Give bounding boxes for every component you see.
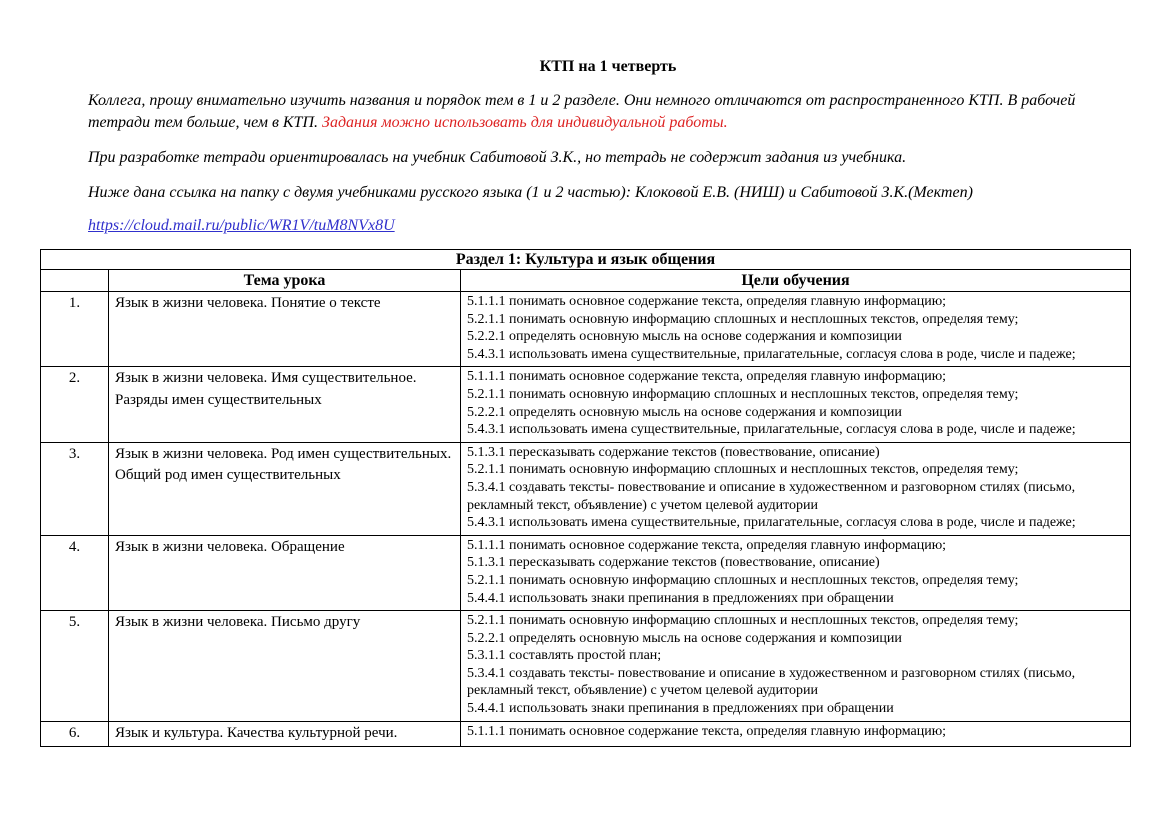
section-header-row [41,250,1131,270]
lesson-topic: Язык в жизни человека. Имя существительное. Разряды имен существительных [109,367,461,442]
lesson-number: 4. [41,535,109,610]
objective-line: 5.2.1.1 понимать основную информацию сплошных и несплошных текстов, определяя тему; [467,462,1019,478]
objective-line: 5.2.2.1 определять основную мысль на основе содержания и композиции [467,404,902,420]
objective-line: 5.2.1.1 понимать основную информацию сплошных и несплошных текстов, определяя тему; [467,386,1019,402]
empty-header-cell [41,270,109,292]
objective-line: 5.4.3.1 использовать имена существительные, прилагательные, согласуя слова в роде, числе и падеже; [467,346,1076,362]
lesson-objectives [461,721,1131,747]
lesson-topic: Язык в жизни человека. Письмо другу [109,611,461,722]
lesson-objectives [461,611,1131,722]
lesson-topic: Язык и культура. Качества культурной речи. [109,721,461,747]
lesson-topic: Язык в жизни человека. Род имен существительных. Общий род имен существительных [109,442,461,535]
table-head-rows [41,250,1131,292]
objective-line: 5.1.1.1 понимать основное содержание текста, определяя главную информацию; [467,294,947,309]
table-row [41,721,1131,747]
lesson-topic: Язык в жизни человека. Понятие о тексте [109,292,461,367]
ktp-table [40,249,1131,747]
section-header-cell: Раздел 1: Культура и язык общения [41,250,1131,270]
lesson-number: 5. [41,611,109,722]
column-header-row [41,270,1131,292]
lesson-objectives [461,292,1131,367]
objective-line: 5.4.4.1 использовать знаки препинания в предложениях при обращении [467,701,894,717]
objective-line: 5.3.1.1 составлять простой план; [467,648,662,664]
intro-paragraph-1-red-note: Задания можно использовать для индивидуальной работы. [322,114,728,131]
lesson-rows [41,292,1131,747]
lesson-number: 3. [41,442,109,535]
page-title: КТП на 1 четверть [539,58,677,75]
objective-line: 5.4.3.1 использовать имена существительные, прилагательные, согласуя слова в роде, числе и падеже; [467,422,1076,438]
objective-line: 5.2.1.1 понимать основную информацию сплошных и несплошных текстов, определяя тему; [467,613,1019,629]
cloud-folder-link[interactable]: https://cloud.mail.ru/public/WR1V/tuM8NVx8U [88,217,395,234]
lesson-objectives [461,535,1131,610]
objectives-column-header: Цели обучения [461,270,1131,292]
intro-paragraph-3: Ниже дана ссылка на папку с двумя учебниками русского языка (1 и 2 частью): Клоковой Е.В. (НИШ) и Сабитовой З.К.(Мектеп) [88,184,973,201]
objective-line: 5.3.4.1 создавать тексты- повествование и описание в художественном и разговорном стилях (письмо, рекламный текст, объявление) с учетом целевой аудитории [467,665,1076,699]
objective-line: 5.3.4.1 создавать тексты- повествование и описание в художественном и разговорном стилях (письмо, рекламный текст, объявление) с учетом целевой аудитории [467,479,1076,513]
objective-line: 5.1.1.1 понимать основное содержание текста, определяя главную информацию; [467,537,947,553]
objective-line: 5.2.2.1 определять основную мысль на основе содержания и композиции [467,630,902,646]
objective-line: 5.2.1.1 понимать основную информацию сплошных и несплошных текстов, определяя тему; [467,311,1019,327]
objective-line: 5.1.1.1 понимать основное содержание текста, определяя главную информацию; [467,369,947,385]
lesson-objectives [461,367,1131,442]
table-row [41,535,1131,610]
objective-line: 5.1.3.1 пересказывать содержание текстов (повествование, описание) [467,444,880,460]
text-block [88,56,1128,237]
table-row [41,442,1131,535]
lesson-objectives [461,442,1131,535]
link-paragraph [88,215,1128,237]
lesson-topic: Язык в жизни человека. Обращение [109,535,461,610]
objective-line: 5.2.1.1 понимать основную информацию сплошных и несплошных текстов, определяя тему; [467,572,1019,588]
intro-paragraph-1 [88,90,1128,134]
objective-line: 5.1.3.1 пересказывать содержание текстов (повествование, описание) [467,555,880,571]
objective-line: 5.1.1.1 понимать основное содержание текста, определяя главную информацию; [467,723,947,739]
table-row [41,367,1131,442]
objective-line: 5.4.4.1 использовать знаки препинания в предложениях при обращении [467,590,894,606]
table-row [41,292,1131,367]
objective-line: 5.2.2.1 определять основную мысль на основе содержания и композиции [467,329,902,345]
lesson-number: 6. [41,721,109,747]
objective-line: 5.4.3.1 использовать имена существительные, прилагательные, согласуя слова в роде, числе и падеже; [467,515,1076,531]
lesson-number: 2. [41,367,109,442]
table-row [41,611,1131,722]
topic-column-header: Тема урока [109,270,461,292]
lesson-number: 1. [41,292,109,367]
intro-paragraph-2: При разработке тетради ориентировалась на учебник Сабитовой З.К., но тетрадь не содержит задания из учебника. [88,149,907,166]
intro-paragraph-1-normal: Коллега, прошу внимательно изучить названия и порядок тем в 1 и 2 разделе. Они немного отличаются от распространенного КТП. В рабочей тетради тем больше, чем в КТП. [88,92,1076,131]
